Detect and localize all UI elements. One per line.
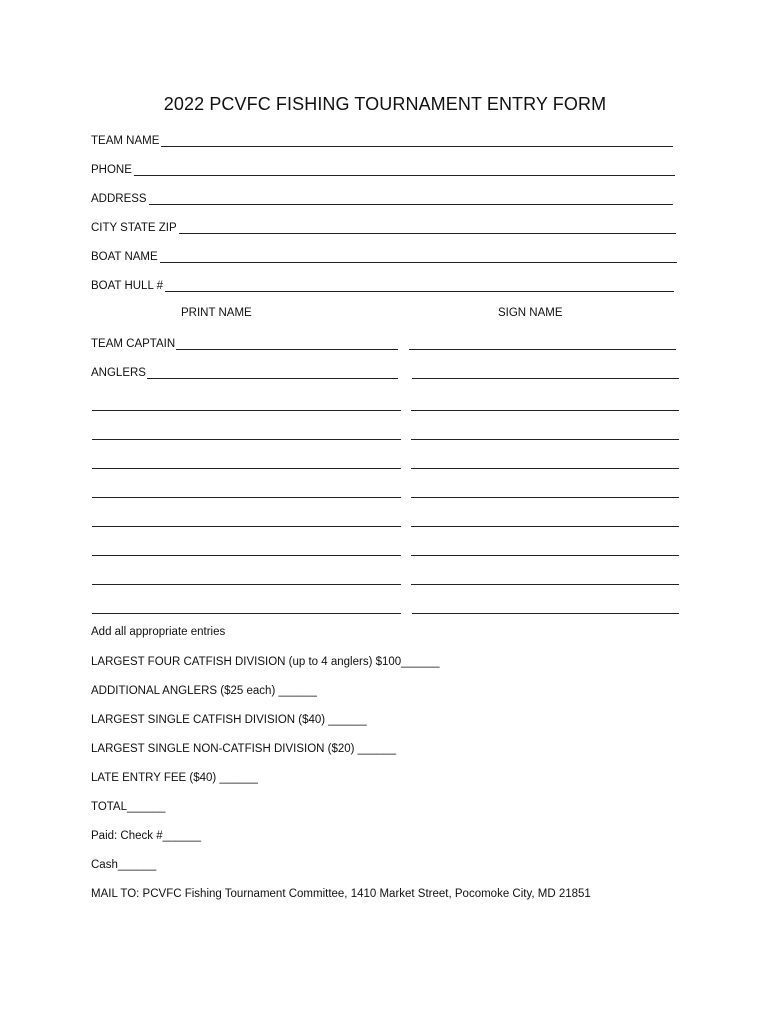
team-name-field[interactable]	[91, 131, 673, 147]
address-label: ADDRESS	[91, 193, 147, 205]
angler-sign[interactable]	[410, 485, 679, 498]
angler-sign[interactable]	[410, 398, 679, 411]
anglers-sign-line[interactable]	[412, 366, 679, 379]
team-captain-print[interactable]	[91, 337, 398, 350]
angler-sign-line[interactable]	[411, 514, 679, 527]
angler-print-line[interactable]	[92, 427, 401, 440]
boat-name-field[interactable]	[91, 247, 677, 263]
boat-name-line[interactable]	[160, 250, 677, 263]
angler-row	[91, 455, 679, 469]
team-name-label: TEAM NAME	[91, 135, 160, 147]
print-name-header: PRINT NAME	[181, 307, 252, 319]
angler-print-line[interactable]	[92, 514, 401, 527]
angler-sign-line[interactable]	[411, 427, 679, 440]
angler-row	[91, 426, 679, 440]
boat-name-label: BOAT NAME	[91, 251, 158, 263]
angler-print[interactable]	[91, 485, 401, 498]
city-state-zip-label: CITY STATE ZIP	[91, 222, 177, 234]
angler-print-line[interactable]	[92, 601, 401, 614]
largest-single-catfish-entry[interactable]: LARGEST SINGLE CATFISH DIVISION ($40) ______	[91, 714, 367, 726]
entries-intro: Add all appropriate entries	[91, 626, 226, 638]
sign-name-header: SIGN NAME	[498, 307, 563, 319]
phone-field[interactable]	[91, 160, 675, 176]
angler-print[interactable]	[91, 601, 401, 614]
angler-print[interactable]	[91, 543, 401, 556]
anglers-print-line[interactable]	[147, 366, 398, 379]
address-line[interactable]	[149, 192, 673, 205]
late-entry-fee-entry[interactable]: LATE ENTRY FEE ($40) ______	[91, 772, 258, 784]
angler-row	[91, 397, 679, 411]
team-name-line[interactable]	[161, 134, 673, 147]
team-captain-label: TEAM CAPTAIN	[91, 338, 176, 350]
angler-row	[91, 600, 679, 614]
largest-four-catfish-entry[interactable]: LARGEST FOUR CATFISH DIVISION (up to 4 anglers) $100______	[91, 656, 440, 668]
angler-sign[interactable]	[411, 601, 679, 614]
angler-sign[interactable]	[410, 427, 679, 440]
angler-sign-line[interactable]	[411, 543, 679, 556]
angler-print-line[interactable]	[92, 485, 401, 498]
largest-single-noncatfish-entry[interactable]: LARGEST SINGLE NON-CATFISH DIVISION ($20) ______	[91, 743, 397, 755]
angler-sign-line[interactable]	[411, 398, 679, 411]
angler-print[interactable]	[91, 572, 401, 585]
boat-hull-field[interactable]	[91, 276, 674, 292]
boat-hull-label: BOAT HULL #	[91, 280, 164, 292]
angler-sign-line[interactable]	[412, 601, 679, 614]
angler-row	[91, 571, 679, 585]
team-captain-sign-line[interactable]	[409, 337, 676, 350]
boat-hull-line[interactable]	[165, 279, 674, 292]
city-state-zip-field[interactable]	[91, 218, 676, 234]
mail-to-address: MAIL TO: PCVFC Fishing Tournament Committee, 1410 Market Street, Pocomoke City, MD 21851	[91, 888, 591, 900]
angler-sign[interactable]	[410, 456, 679, 469]
angler-sign-line[interactable]	[411, 456, 679, 469]
angler-print-line[interactable]	[92, 398, 401, 411]
angler-print[interactable]	[91, 427, 401, 440]
phone-line[interactable]	[134, 163, 675, 176]
angler-sign[interactable]	[410, 543, 679, 556]
angler-print[interactable]	[91, 398, 401, 411]
anglers-print[interactable]	[91, 366, 398, 379]
form-title: 2022 PCVFC FISHING TOURNAMENT ENTRY FORM	[163, 94, 607, 114]
angler-print-line[interactable]	[92, 572, 401, 585]
angler-row	[91, 513, 679, 527]
cash-entry[interactable]: Cash______	[91, 859, 157, 871]
team-captain-print-line[interactable]	[176, 337, 398, 350]
anglers-label: ANGLERS	[91, 367, 146, 379]
angler-sign[interactable]	[410, 572, 679, 585]
anglers-row	[91, 365, 679, 379]
angler-row	[91, 484, 679, 498]
address-field[interactable]	[91, 189, 673, 205]
angler-sign-line[interactable]	[411, 485, 679, 498]
angler-row	[91, 542, 679, 556]
phone-label: PHONE	[91, 164, 132, 176]
total-entry[interactable]: TOTAL______	[91, 801, 166, 813]
team-captain-sign[interactable]	[408, 337, 676, 350]
angler-print[interactable]	[91, 456, 401, 469]
additional-anglers-entry[interactable]: ADDITIONAL ANGLERS ($25 each) ______	[91, 685, 317, 697]
team-captain-row	[91, 336, 679, 350]
angler-print[interactable]	[91, 514, 401, 527]
angler-sign-line[interactable]	[411, 572, 679, 585]
anglers-sign[interactable]	[411, 366, 679, 379]
paid-check-entry[interactable]: Paid: Check #______	[91, 830, 201, 842]
angler-print-line[interactable]	[92, 543, 401, 556]
angler-sign[interactable]	[410, 514, 679, 527]
angler-print-line[interactable]	[92, 456, 401, 469]
city-state-zip-line[interactable]	[179, 221, 676, 234]
